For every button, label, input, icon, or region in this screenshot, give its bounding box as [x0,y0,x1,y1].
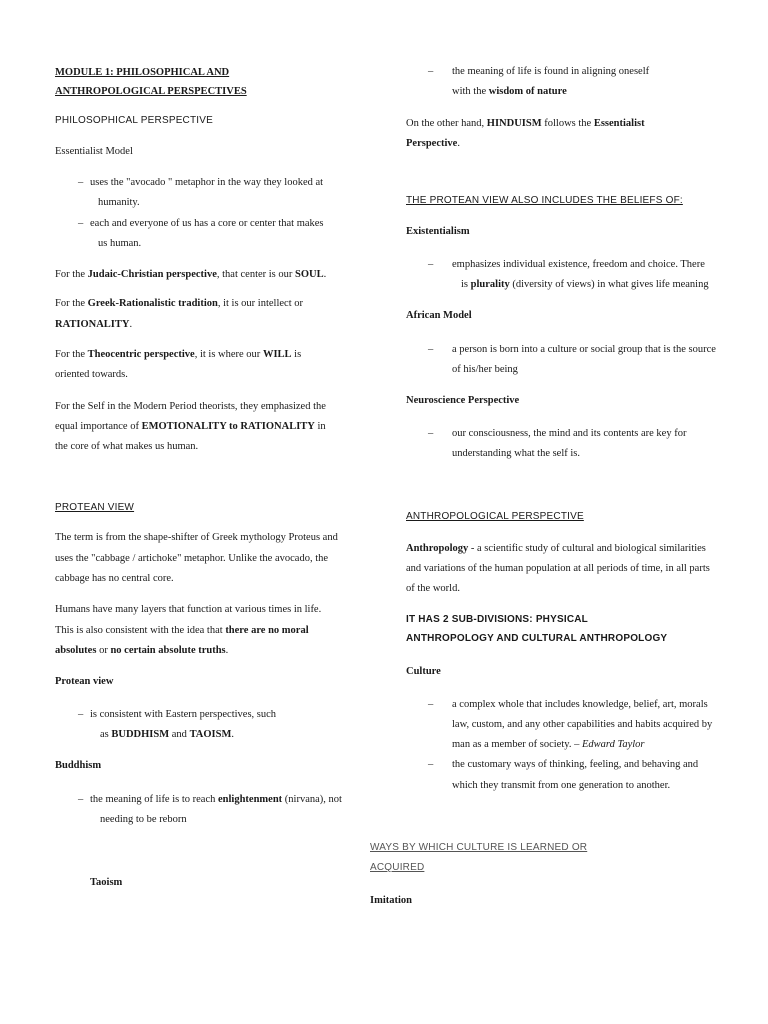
text: . [323,269,327,280]
bud-bullet-line1 [90,789,342,810]
text: with the [452,86,489,97]
cult1-line1: a complex whole that includes knowledge, belief, art, morals [452,699,708,710]
buddhism-label: Buddhism [55,760,102,771]
emphasis: there are no moral [225,625,309,636]
text: (nirvana), not [282,794,342,805]
anthro-heading: ANTHROPOLOGICAL PERSPECTIVE [406,511,584,522]
text: This is also consistent with the idea that [55,625,226,636]
perspective-term: Perspective [406,138,458,149]
text: . [129,319,133,330]
text: is [461,279,471,290]
dash-bullet: – [428,759,434,770]
rationality-term: RATIONALITY [240,421,315,432]
text: man as a member of society. – [452,739,582,750]
enlightenment-term: enlightenment [218,794,283,805]
protean-p1-line2: uses the "cabbage / artichoke" metaphor. Unlike the avocado, the [55,553,329,564]
text: - a scientific study of cultural and biological similarities [468,543,706,554]
anthro-line1 [406,538,706,559]
text: On the other hand, [406,118,487,129]
protean-p2-line1: Humans have many layers that function at various times in life. [55,604,322,615]
greek-paragraph-line1 [55,293,303,314]
neuro-line1: our consciousness, the mind and its contents are key for [452,428,687,439]
text: . [225,645,229,656]
anthropology-term: Anthropology [406,543,469,554]
philosophical-heading: PHILOSOPHICAL PERSPECTIVE [55,115,214,126]
text: For the [55,349,88,360]
imitation-label: Imitation [370,895,412,906]
emphasis: absolutes [55,645,97,656]
text: . [231,729,234,740]
text: , it is our intellect or [217,298,303,309]
protean-p2-line3 [55,640,228,661]
text: , it is where our [194,349,263,360]
soul-term: SOUL [295,269,324,280]
text: the meaning of life is to reach [90,794,218,805]
protean-view-heading: PROTEAN VIEW [55,502,135,513]
exist-line2 [461,274,709,295]
dash-bullet: – [428,259,434,270]
dash-bullet: – [428,66,434,77]
wisdom-term: wisdom of nature [488,86,567,97]
text: , that center is our [216,269,296,280]
neuro-line2: understanding what the self is. [452,448,581,459]
protean-p1-line3: cabbage has no central core. [55,573,174,584]
greek-term: Greek-Rationalistic tradition [87,298,218,309]
dash-bullet: – [78,177,84,188]
ways-heading-line2: ACQUIRED [370,862,425,873]
existentialism-label: Existentialism [406,226,470,237]
modern-paragraph-line1: For the Self in the Modern Period theorists, they emphasized the [55,401,326,412]
african-line1: a person is born into a culture or social group that is the source [452,344,716,355]
protean-beliefs-heading: THE PROTEAN VIEW ALSO INCLUDES THE BELIEFS OF: [406,195,683,206]
anthro-line2: and variations of the human population at all periods of time, in all parts [406,563,710,574]
emotionality-term: EMOTIONALITY [141,421,227,432]
text: to [226,421,241,432]
text: or [96,645,111,656]
dash-bullet: – [428,699,434,710]
african-label: African Model [406,310,472,321]
ways-heading-line1: WAYS BY WHICH CULTURE IS LEARNED OR [370,842,588,853]
judaic-paragraph [55,264,326,285]
dash-bullet: – [428,428,434,439]
module-title-line2: ANTHROPOLOGICAL PERSPECTIVES [55,86,247,97]
theo-paragraph-line2: oriented towards. [55,369,128,380]
modern-paragraph-line3: the core of what makes us human. [55,441,199,452]
essentialist-label: Essentialist Model [55,146,133,157]
text: as [100,729,112,740]
plurality-term: plurality [470,279,510,290]
text: and [169,729,190,740]
cult1-line3 [452,734,644,755]
theo-paragraph-line1 [55,344,301,365]
emphasis: no certain absolute truths [110,645,226,656]
african-line2: of his/her being [452,364,518,375]
culture-label: Culture [406,666,441,677]
text: (diversity of views) in what gives life meaning [509,279,709,290]
theo-term: Theocentric perspective [87,349,195,360]
module-title-line1: MODULE 1: PHILOSOPHICAL AND [55,67,230,78]
subdivisions-line1: IT HAS 2 SUB-DIVISIONS: PHYSICAL [406,614,588,625]
dash-bullet: – [78,218,84,229]
cult2-line2: which they transmit from one generation to another. [452,780,671,791]
tao-bullet-line1: the meaning of life is found in aligning oneself [452,66,650,77]
taoism-label: Taoism [90,877,123,888]
neuro-label: Neuroscience Perspective [406,395,520,406]
exist-line1: emphasizes individual existence, freedom and choice. There [452,259,705,270]
protean-p1-line1: The term is from the shape-shifter of Greek mythology Proteus and [55,532,338,543]
modern-paragraph-line2 [55,416,326,437]
text: equal importance of [55,421,142,432]
tao-bullet-line2 [452,81,567,102]
subdivisions-line2: ANTHROPOLOGY AND CULTURAL ANTHROPOLOGY [406,633,668,644]
greek-paragraph-line2 [55,314,132,335]
rationality-term: RATIONALITY [55,319,130,330]
bud-bullet-line2: needing to be reborn [100,814,187,825]
text: For the [55,298,88,309]
author-name: Edward Taylor [581,739,645,750]
ess-bullet1-line1: uses the "avocado " metaphor in the way they looked at [90,177,324,188]
essentialist-term: Essentialist [593,118,645,129]
ess-bullet1-line2: humanity. [98,197,140,208]
text: . [457,138,460,149]
text: For the [55,269,88,280]
cult1-line2: law, custom, and any other capabilities and habits acquired by [452,719,713,730]
text: follows the [541,118,594,129]
text: in [314,421,326,432]
hindu-paragraph-line1 [406,113,645,134]
cult2-line1: the customary ways of thinking, feeling, and behaving and [452,759,699,770]
ess-bullet2-line1: each and everyone of us has a core or center that makes [90,218,324,229]
text: is [291,349,302,360]
buddhism-term: BUDDHISM [111,729,170,740]
dash-bullet: – [78,794,84,805]
anthro-line3: of the world. [406,583,460,594]
pv-bullet-line1: is consistent with Eastern perspectives, such [90,709,277,720]
dash-bullet: – [78,709,84,720]
judaic-term: Judaic-Christian perspective [87,269,217,280]
protean-view-label: Protean view [55,676,114,687]
ess-bullet2-line2: us human. [98,238,142,249]
hindu-paragraph-line2 [406,133,460,154]
will-term: WILL [262,349,292,360]
dash-bullet: – [428,344,434,355]
hinduism-term: HINDUISM [486,118,542,129]
protean-p2-line2 [55,620,309,641]
pv-bullet-line2 [100,724,234,745]
taoism-term: TAOISM [189,729,232,740]
